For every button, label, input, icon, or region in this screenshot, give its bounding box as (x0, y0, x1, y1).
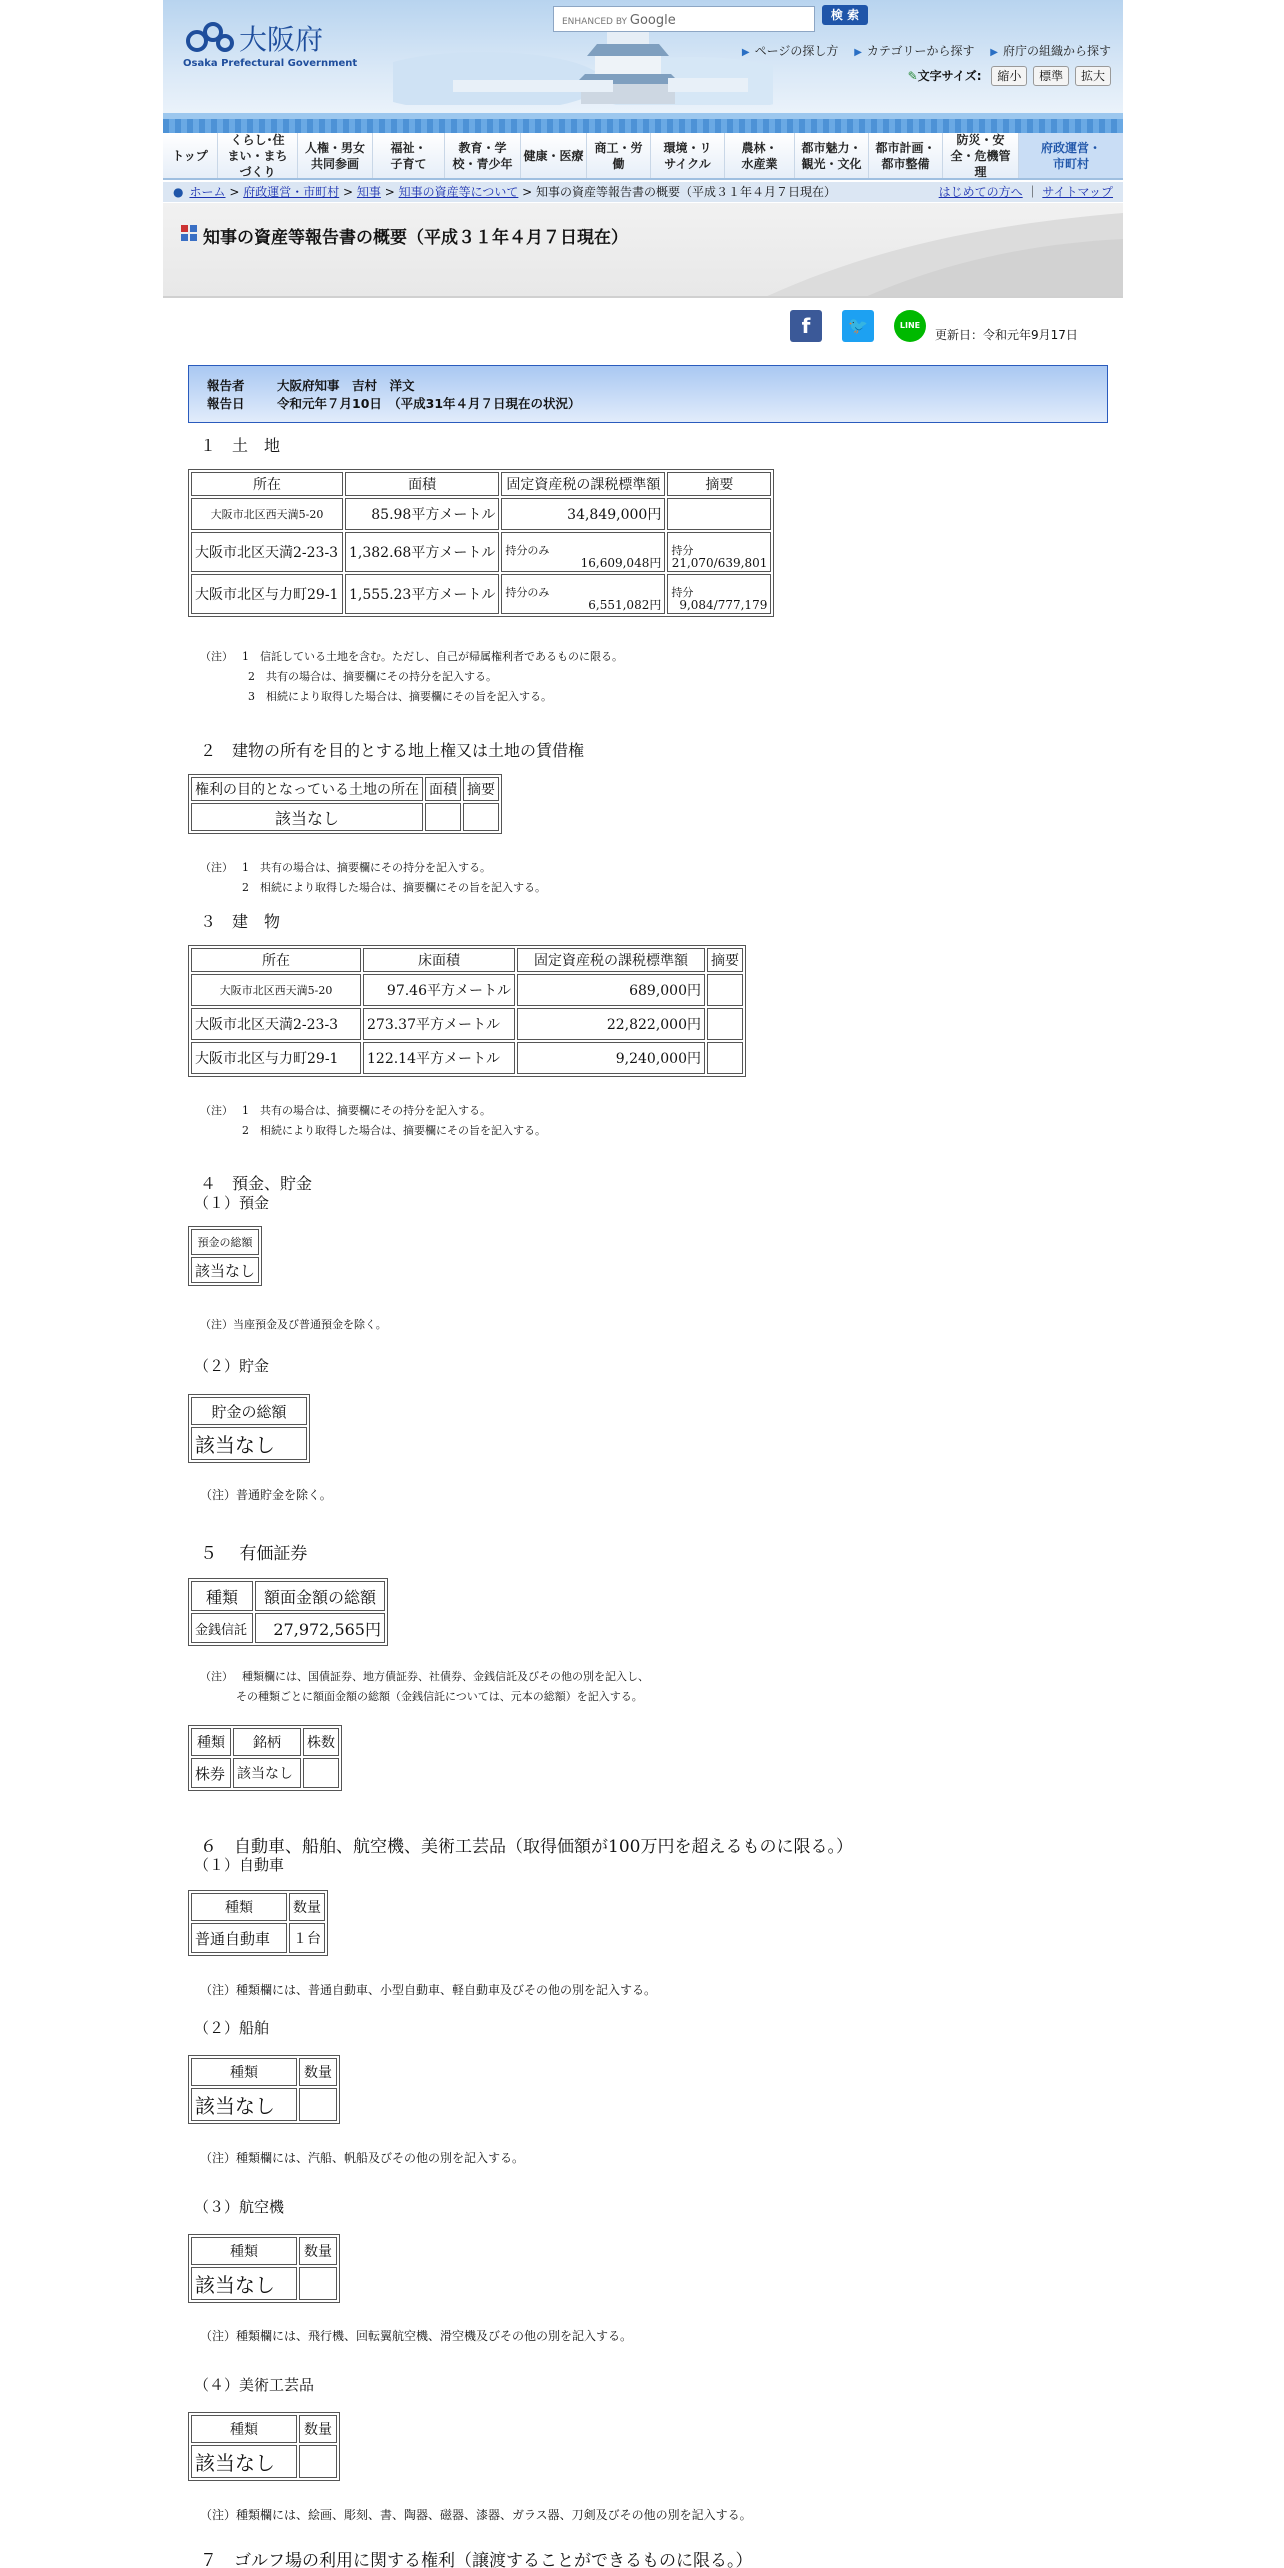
securities-note-2: その種類ごとに額面金額の総額（金銭信託については、元本の総額）を記入する。 (236, 1690, 643, 1703)
table-row (191, 1613, 385, 1643)
table-cell (299, 2088, 337, 2121)
font-size-smaller-button[interactable]: 縮小 (991, 66, 1027, 86)
title-bar (163, 203, 1123, 298)
breadcrumb-bullet-icon: ● (173, 185, 184, 199)
table-cell (299, 2267, 337, 2300)
nav-item-urban-planning[interactable]: 都市計画・都市整備 (869, 133, 943, 178)
arrow-right-icon: ▶ (741, 47, 750, 58)
table-header: 固定資産税の課税標準額 (501, 472, 665, 496)
table-header: 数量 (299, 2237, 337, 2265)
building-table (188, 945, 746, 1077)
cell-label: 持分 (671, 586, 694, 599)
table-header: 額面金額の総額 (255, 1581, 385, 1611)
breadcrumb-governor[interactable]: 知事 (356, 185, 381, 199)
ship-table (188, 2055, 340, 2124)
table-cell: 97.46平方メートル (363, 974, 515, 1006)
table-header-row (191, 1581, 385, 1611)
table-row (191, 1257, 259, 1283)
table-cell: 大阪市北区西天満5-20 (191, 974, 361, 1006)
site-header (163, 0, 1123, 133)
table-header: 預金の総額 (191, 1229, 259, 1255)
cell-label: 持分のみ (505, 586, 550, 599)
table-cell: 普通自動車 (191, 1923, 287, 1953)
table-header-row (191, 1728, 339, 1756)
land-note-1: （注） 1 信託している土地を含む。ただし、自己が帰属権利者であるものに限る。 (200, 650, 623, 663)
table-cell: 該当なし (191, 2267, 297, 2300)
nav-item-commerce[interactable]: 商工・労働 (587, 133, 651, 178)
ship-note: （注）種類欄には、汽船、帆船及びその他の別を記入する。 (200, 2151, 525, 2165)
table-cell: 34,849,000円 (501, 498, 665, 530)
table-cell: 大阪市北区与力町29-1 (191, 574, 343, 614)
subsection-aircraft: （３）航空機 (194, 2198, 285, 2216)
table-header-row (191, 777, 499, 801)
table-cell (303, 1758, 339, 1788)
nav-item-agriculture[interactable]: 農林・水産業 (725, 133, 795, 178)
table-header: 種類 (191, 2058, 297, 2086)
nav-item-government[interactable]: 府政運営・市町村 (1019, 133, 1123, 178)
deposit-table (188, 1226, 262, 1286)
subsection-car: （１）自動車 (194, 1856, 285, 1874)
section-heading-building: ３ 建 物 (200, 912, 281, 931)
table-cell: 株券 (191, 1758, 231, 1788)
table-header-row (191, 2237, 337, 2265)
table-row (191, 2088, 337, 2121)
table-header: 種類 (191, 1893, 287, 1921)
font-size-larger-button[interactable]: 拡大 (1075, 66, 1111, 86)
table-header: 数量 (289, 1893, 325, 1921)
table-cell: １台 (289, 1923, 325, 1953)
table-cell (299, 2445, 337, 2478)
nav-item-top[interactable]: トップ (163, 133, 218, 178)
breadcrumb-current: 知事の資産等報告書の概要（平成３１年４月７日現在） (536, 185, 837, 199)
section-heading-deposits: ４ 預金、貯金 (200, 1174, 313, 1193)
table-cell: 22,822,000円 (517, 1008, 705, 1040)
breadcrumb-home[interactable]: ホーム (189, 185, 226, 199)
table-header-row (191, 1229, 259, 1255)
search-button[interactable]: 検 索 (822, 5, 868, 25)
search-input[interactable] (553, 6, 815, 32)
cell-value: 21,070/639,801 (671, 556, 768, 570)
sitemap-link[interactable]: サイトマップ (1042, 185, 1113, 199)
table-header: 摘要 (463, 777, 499, 801)
breadcrumb-government[interactable]: 府政運営・市町村 (243, 185, 340, 199)
table-cell (667, 574, 771, 614)
table-header: 種類 (191, 2415, 297, 2443)
header-link-howto[interactable]: ▶ ページの探し方 (741, 44, 839, 58)
table-cell (707, 974, 743, 1006)
building-note-2: 2 相続により取得した場合は、摘要欄にその旨を記入する。 (242, 1124, 546, 1137)
report-date-value: 令和元年７月10日 （平成31年４月７日現在の状況） (277, 396, 581, 411)
table-cell: 122.14平方メートル (363, 1042, 515, 1074)
table-cell: 689,000円 (517, 974, 705, 1006)
aircraft-table (188, 2234, 340, 2303)
table-cell (425, 803, 461, 831)
section-heading-securities: ５ 有価証券 (200, 1544, 308, 1564)
car-note: （注）種類欄には、普通自動車、小型自動車、軽自動車及びその他の別を記入する。 (200, 1983, 657, 1997)
table-row (191, 2267, 337, 2300)
table-cell: 大阪市北区与力町29-1 (191, 1042, 361, 1074)
section-heading-leasehold: ２ 建物の所有を目的とする地上権又は土地の賃借権 (200, 741, 585, 760)
nav-item-tourism[interactable]: 都市魅力・観光・文化 (795, 133, 869, 178)
nav-item-environment[interactable]: 環境・リサイクル (651, 133, 725, 178)
report-date-label: 報告日 (207, 396, 245, 411)
art-note: （注）種類欄には、絵画、彫刻、書、陶器、磁器、漆器、ガラス器、刀剣及びその他の別を記入する。 (200, 2508, 752, 2522)
table-header: 種類 (191, 1581, 253, 1611)
nav-item-disaster[interactable]: 防災・安全・危機管理 (943, 133, 1019, 178)
table-cell (463, 803, 499, 831)
table-cell: 金銭信託 (191, 1613, 253, 1643)
table-cell: 85.98平方メートル (345, 498, 499, 530)
table-header: 所在 (191, 948, 361, 972)
table-header-row (191, 1893, 325, 1921)
table-header: 面積 (345, 472, 499, 496)
table-cell: 該当なし (233, 1758, 301, 1788)
search-placeholder-brand: Google (629, 13, 676, 28)
aircraft-note: （注）種類欄には、飛行機、回転翼航空機、滑空機及びその他の別を記入する。 (200, 2329, 633, 2343)
land-note-2: 2 共有の場合は、摘要欄にその持分を記入する。 (248, 670, 497, 683)
securities-note-1: （注） 種類欄には、国債証券、地方債証券、社債券、金銭信託及びその他の別を記入し、 (200, 1670, 649, 1683)
title-decoration (703, 203, 1123, 298)
leasehold-note-1: （注） 1 共有の場合は、摘要欄にその持分を記入する。 (200, 861, 491, 874)
table-cell (707, 1042, 743, 1074)
reporter-label: 報告者 (207, 378, 245, 393)
facebook-icon[interactable]: f (790, 310, 822, 342)
table-cell (501, 532, 665, 572)
arrow-right-icon: ▶ (854, 47, 862, 58)
table-cell: 273.37平方メートル (363, 1008, 515, 1040)
table-cell: 該当なし (191, 2445, 297, 2478)
table-header-row (191, 472, 771, 496)
table-cell: 大阪市北区西天満5-20 (191, 498, 343, 530)
updated-date: 更新日：令和元年9月17日 (935, 328, 1078, 342)
table-header-row (191, 1397, 307, 1425)
table-cell: 該当なし (191, 1427, 307, 1460)
table-header-row (191, 948, 743, 972)
table-row (191, 2445, 337, 2478)
section-heading-vehicles: ６ 自動車、船舶、航空機、美術工芸品（取得価額が100万円を超えるものに限る。） (200, 1837, 853, 1857)
table-cell: 該当なし (191, 803, 423, 831)
leasehold-note-2: 2 相続により取得した場合は、摘要欄にその旨を記入する。 (242, 881, 546, 894)
nav-item-welfare[interactable]: 福祉・子育て (373, 133, 445, 178)
table-header: 種類 (191, 2237, 297, 2265)
table-cell (667, 498, 771, 530)
table-cell: 大阪市北区天満2-23-3 (191, 1008, 361, 1040)
savings-note: （注）普通貯金を除く。 (200, 1488, 332, 1502)
deposit-note: （注）当座預金及び普通預金を除く。 (200, 1318, 387, 1331)
table-row (191, 1008, 743, 1040)
table-cell: 該当なし (191, 1257, 259, 1283)
table-cell (501, 574, 665, 614)
page-title: 知事の資産等報告書の概要（平成３１年４月７日現在） (203, 228, 628, 248)
building-note-1: （注） 1 共有の場合は、摘要欄にその持分を記入する。 (200, 1104, 491, 1117)
font-size-controls (908, 66, 1111, 86)
nav-item-education[interactable]: 教育・学校・青少年 (445, 133, 521, 178)
subsection-art: （４）美術工芸品 (194, 2376, 315, 2394)
land-table (188, 469, 774, 617)
table-cell: 大阪市北区天満2-23-3 (191, 532, 343, 572)
cell-value: 6,551,082円 (588, 598, 662, 612)
table-cell: 9,240,000円 (517, 1042, 705, 1074)
stocks-table (188, 1725, 342, 1791)
table-cell (707, 1008, 743, 1040)
title-square-icon (181, 225, 197, 241)
table-header: 面積 (425, 777, 461, 801)
first-time-link[interactable]: はじめての方へ (938, 185, 1023, 199)
section-heading-golf: ７ ゴルフ場の利用に関する権利（譲渡することができるものに限る。） (200, 2551, 753, 2568)
table-cell (667, 532, 771, 572)
breadcrumb-assets[interactable]: 知事の資産等について (398, 185, 519, 199)
section-heading-land: １ 土 地 (200, 436, 281, 455)
table-header: 貯金の総額 (191, 1397, 307, 1425)
table-row (191, 974, 743, 1006)
table-header: 銘柄 (233, 1728, 301, 1756)
table-header: 権利の目的となっている土地の所在 (191, 777, 423, 801)
table-header: 株数 (303, 1728, 339, 1756)
table-row (191, 1042, 743, 1074)
car-table (188, 1890, 328, 1956)
arrow-right-icon: ▶ (990, 47, 998, 58)
table-header: 摘要 (707, 948, 743, 972)
reporter-value: 大阪府知事 吉村 洋文 (277, 378, 415, 393)
savings-table (188, 1394, 310, 1463)
subsection-ship: （２）船舶 (194, 2019, 270, 2037)
global-nav (163, 133, 1123, 180)
nav-item-health[interactable]: 健康・医療 (521, 133, 587, 178)
table-header: 摘要 (667, 472, 771, 496)
table-header: 数量 (299, 2058, 337, 2086)
table-row (191, 803, 499, 831)
cell-label: 持分 (671, 544, 694, 557)
table-cell: 27,972,565円 (255, 1613, 385, 1643)
table-row (191, 498, 771, 530)
securities-table (188, 1578, 388, 1646)
table-row (191, 574, 771, 614)
table-row (191, 1758, 339, 1788)
header-link-category[interactable]: ▶ カテゴリーから探す (854, 44, 975, 58)
subsection-savings: （２）貯金 (194, 1357, 270, 1375)
table-cell: 1,555.23平方メートル (345, 574, 499, 614)
logo-text-jp: 大阪府 (239, 23, 324, 56)
nav-item-living[interactable]: くらし･住まい・まちづくり (218, 133, 298, 178)
leasehold-table (188, 774, 502, 834)
reporter-box (188, 365, 1108, 423)
table-header: 床面積 (363, 948, 515, 972)
table-header: 所在 (191, 472, 343, 496)
header-links (730, 42, 1111, 59)
nav-item-human-rights[interactable]: 人権・男女共同参画 (298, 133, 373, 178)
reporter-row (207, 377, 1107, 395)
table-row (191, 1427, 307, 1460)
land-note-3: 3 相続により取得した場合は、摘要欄にその旨を記入する。 (248, 690, 552, 703)
cell-value: 16,609,048円 (580, 556, 662, 570)
twitter-icon[interactable]: 🐦 (842, 310, 874, 342)
table-header-row (191, 2058, 337, 2086)
font-size-label: ✎文字サイズ: (907, 69, 982, 83)
cell-value: 9,084/777,179 (679, 598, 768, 612)
search-placeholder-prefix: ENHANCED BY (562, 17, 628, 27)
table-row (191, 1923, 325, 1953)
table-header: 固定資産税の課税標準額 (517, 948, 705, 972)
art-table (188, 2412, 340, 2481)
table-cell: 該当なし (191, 2088, 297, 2121)
font-size-standard-button[interactable]: 標準 (1033, 66, 1069, 86)
logo-text-en: Osaka Prefectural Government (183, 58, 358, 69)
table-row (191, 532, 771, 572)
osaka-logo-mark-icon (183, 20, 235, 54)
table-header-row (191, 2415, 337, 2443)
search-placeholder (562, 13, 676, 28)
report-date-row (207, 395, 1107, 413)
line-icon[interactable]: LINE (894, 310, 926, 342)
cell-label: 持分のみ (505, 544, 550, 557)
subsection-deposit: （１）預金 (194, 1194, 270, 1212)
breadcrumb: ● ホーム > 府政運営・市町村 > 知事 > 知事の資産等について > 知事の資産等報告書の概要（平成３１年４月７日現在） はじめての方へ ｜ サイトマップ (163, 182, 1123, 202)
table-header: 数量 (299, 2415, 337, 2443)
table-cell: 1,382.68平方メートル (345, 532, 499, 572)
pencil-icon: ✎ (907, 69, 918, 83)
header-link-organization[interactable]: ▶ 府庁の組織から探す (990, 44, 1111, 58)
table-header: 種類 (191, 1728, 231, 1756)
breadcrumb-right-links: はじめての方へ ｜ サイトマップ (938, 185, 1113, 199)
